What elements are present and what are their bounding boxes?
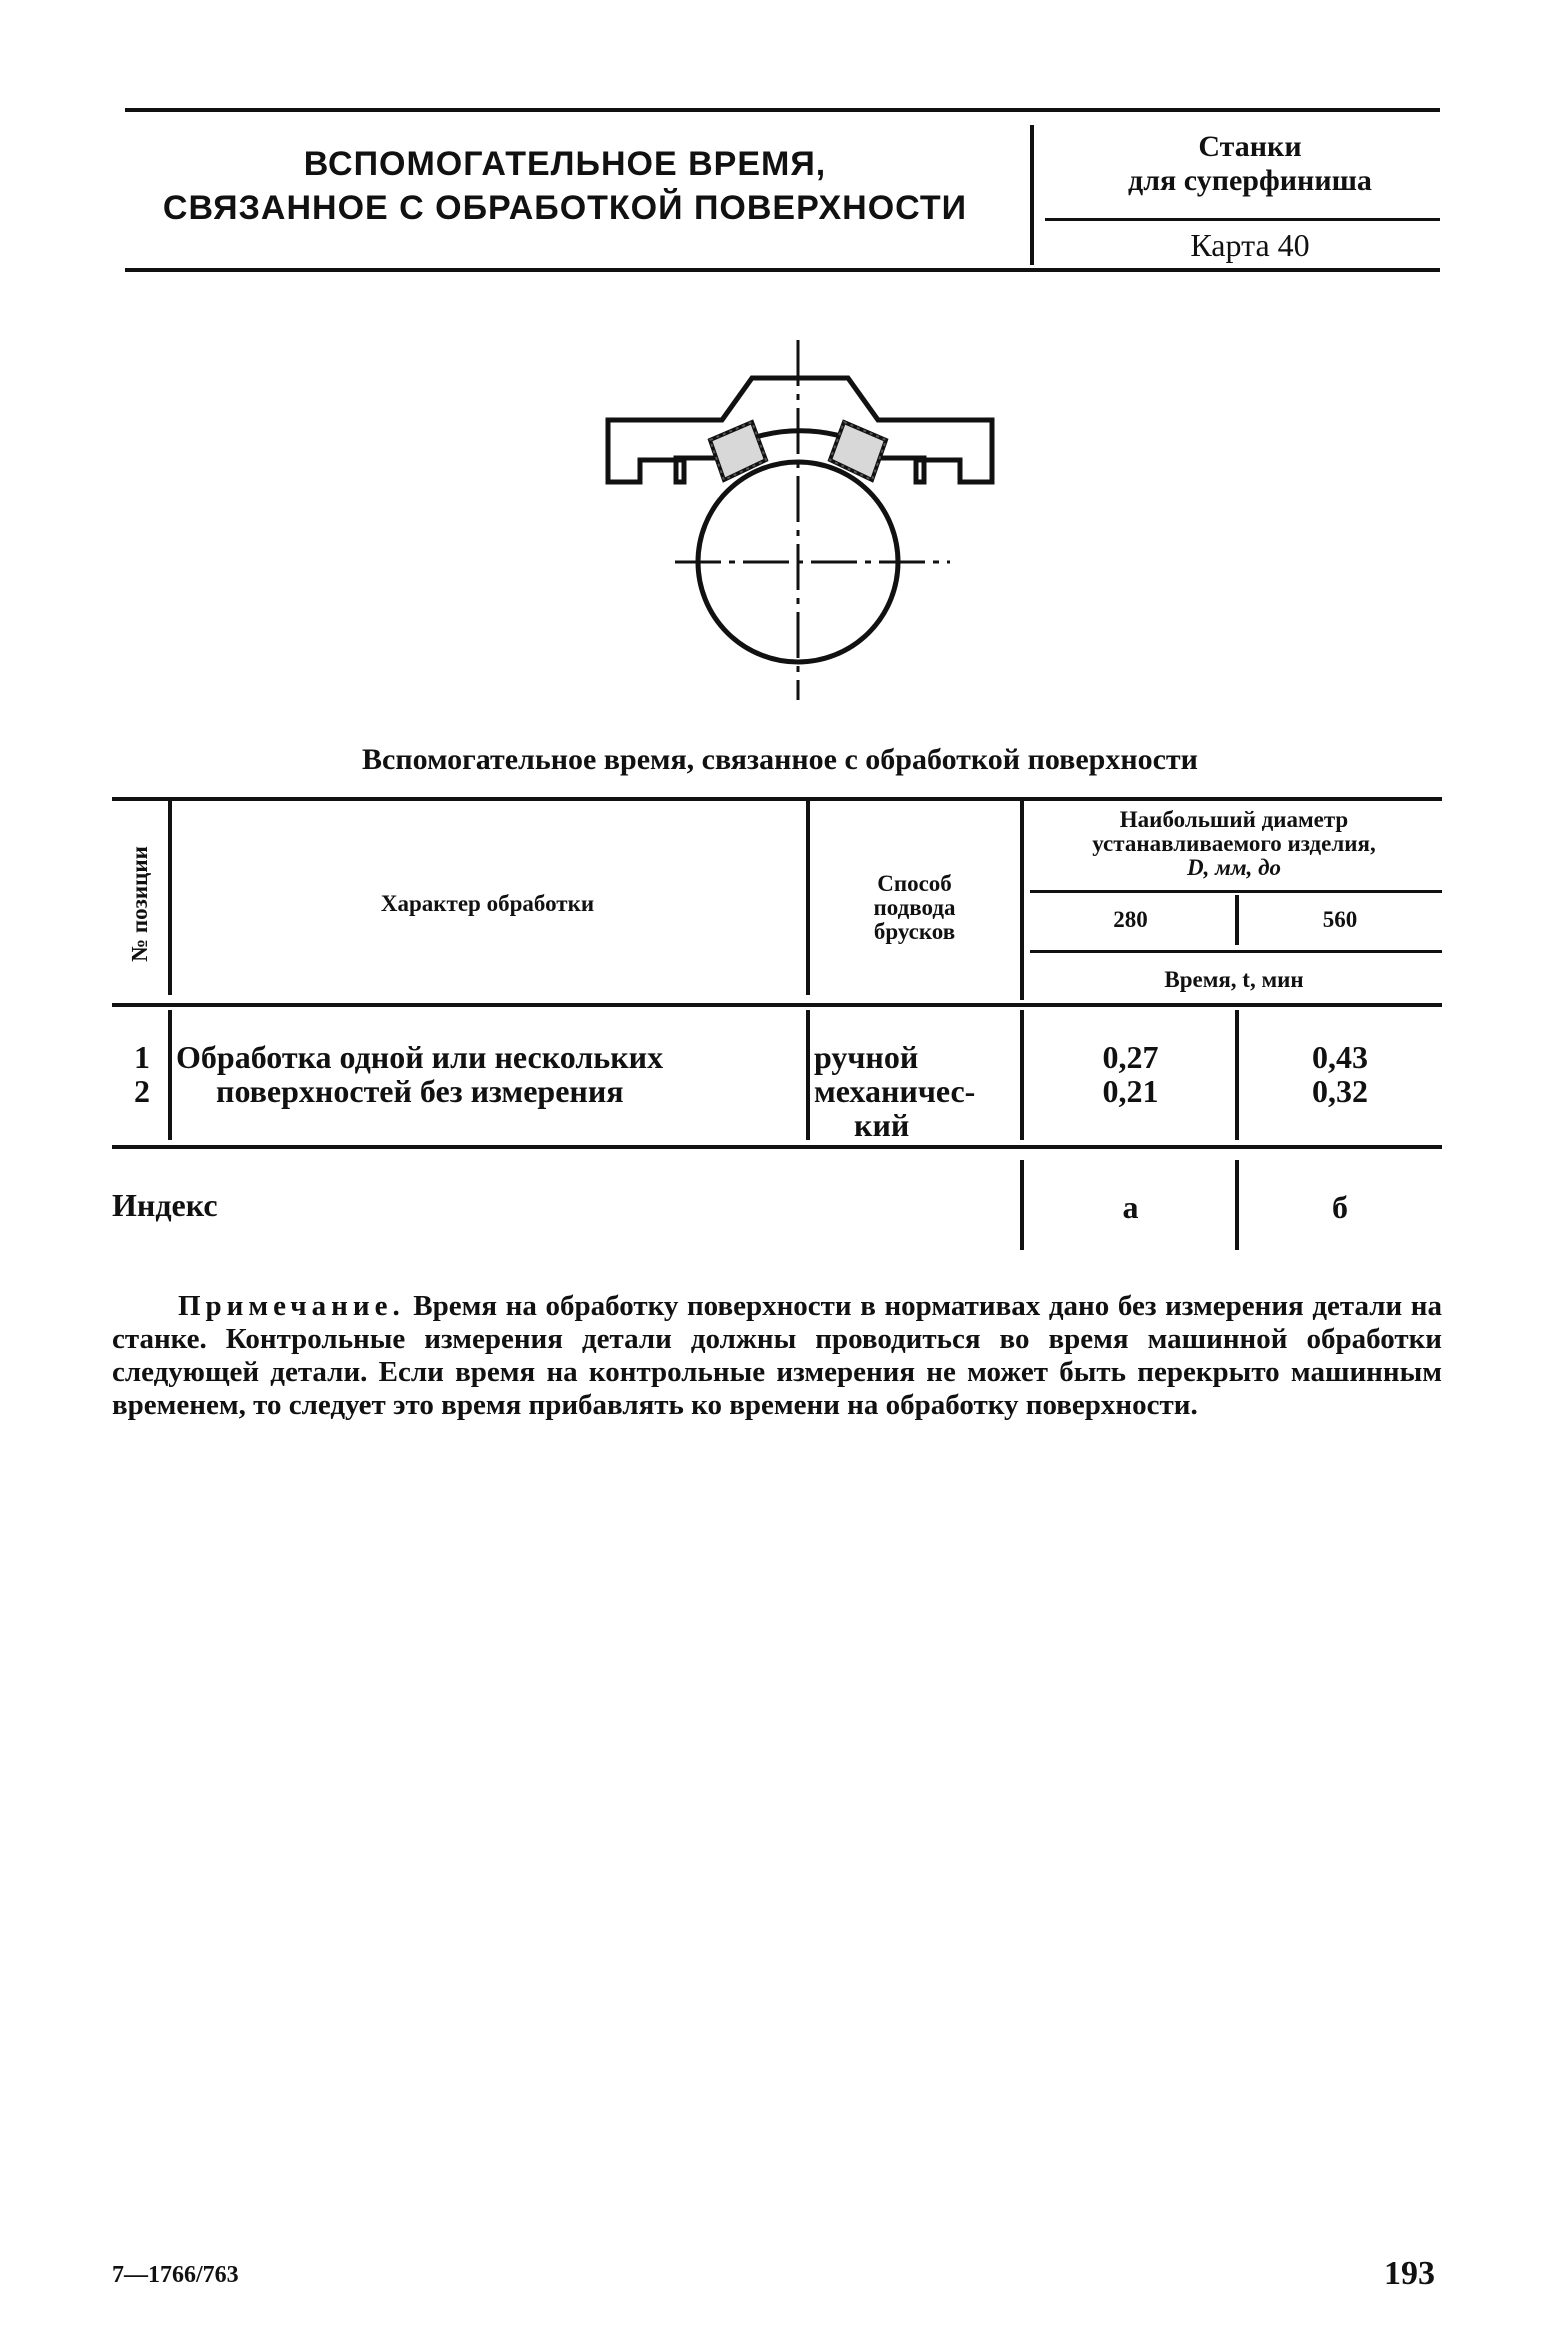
card-number: Карта 40	[1190, 227, 1310, 263]
table-top-rule	[112, 797, 1442, 801]
character-text: Обработка одной или нескольких поверхностей без измерения	[176, 1039, 664, 1109]
note-label: Примечание.	[178, 1290, 405, 1322]
col-divider-1	[168, 800, 172, 995]
row-1-value-280: 0,27	[1102, 1039, 1159, 1075]
superfinish-head-drawing	[580, 340, 1020, 710]
header-card-rule	[1045, 218, 1440, 221]
col-divider-4b	[1235, 1010, 1239, 1140]
header-divider	[1030, 125, 1034, 265]
page-number: 193	[1384, 2255, 1435, 2292]
index-divider-2	[1235, 1160, 1239, 1250]
col-header-position: № позиции	[127, 846, 152, 962]
col-header-diameter: Наибольший диаметр устанавливаемого изделия, D, мм, до	[1092, 807, 1376, 880]
page-title: ВСПОМОГАТЕЛЬНОЕ ВРЕМЯ, СВЯЗАННОЕ С ОБРАБОТКОЙ ПОВЕРХНОСТИ	[162, 145, 968, 227]
header-top-rule	[125, 108, 1440, 112]
col-divider-4	[1235, 895, 1239, 945]
header-bottom-rule	[125, 268, 1440, 272]
col-header-character: Характер обработки	[380, 891, 595, 916]
col-divider-2b	[806, 1010, 810, 1140]
diameter-subrule	[1030, 890, 1442, 893]
index-b: б	[1332, 1189, 1348, 1225]
col-divider-1b	[168, 1010, 172, 1140]
time-subrule	[1030, 950, 1442, 953]
row-1-position: 1	[134, 1039, 150, 1075]
row-2-position: 2	[134, 1073, 150, 1109]
method-text: ручной механичес- кий	[814, 1039, 976, 1143]
machine-type: Станки для суперфиниша	[1128, 130, 1372, 197]
note-paragraph	[112, 1290, 1442, 1422]
table-header-bottom-rule	[112, 1003, 1442, 1007]
row-2-value-280: 0,21	[1102, 1073, 1159, 1109]
col-header-method: Способ подвода брусков	[873, 871, 956, 944]
note-text: Время на обработку поверхности в нормативах дано без измерения детали на станке. Контрольные измерения детали должны проводиться во время машинной обработки следующей детали. Если время на контрольные измерения не может быть перекрыто машинным временем, то следует это время прибавлять ко времени на обработку поверхности.	[112, 1290, 1443, 1421]
index-label: Индекс	[112, 1187, 218, 1223]
index-divider-1	[1020, 1160, 1024, 1250]
col-header-560: 560	[1322, 907, 1358, 932]
col-divider-2	[806, 800, 810, 995]
row-2-value-560: 0,32	[1312, 1073, 1368, 1109]
col-header-time: Время, t, мин	[1164, 967, 1304, 992]
col-header-280: 280	[1113, 907, 1148, 932]
col-divider-3b	[1020, 1010, 1024, 1140]
row-1-value-560: 0,43	[1312, 1039, 1368, 1075]
table-caption: Вспомогательное время, связанное с обработкой поверхности	[362, 743, 1198, 776]
index-a: а	[1122, 1189, 1139, 1225]
table-body-bottom-rule	[112, 1145, 1442, 1149]
col-divider-3	[1020, 800, 1024, 1000]
print-code: 7—1766/763	[112, 2262, 239, 2288]
